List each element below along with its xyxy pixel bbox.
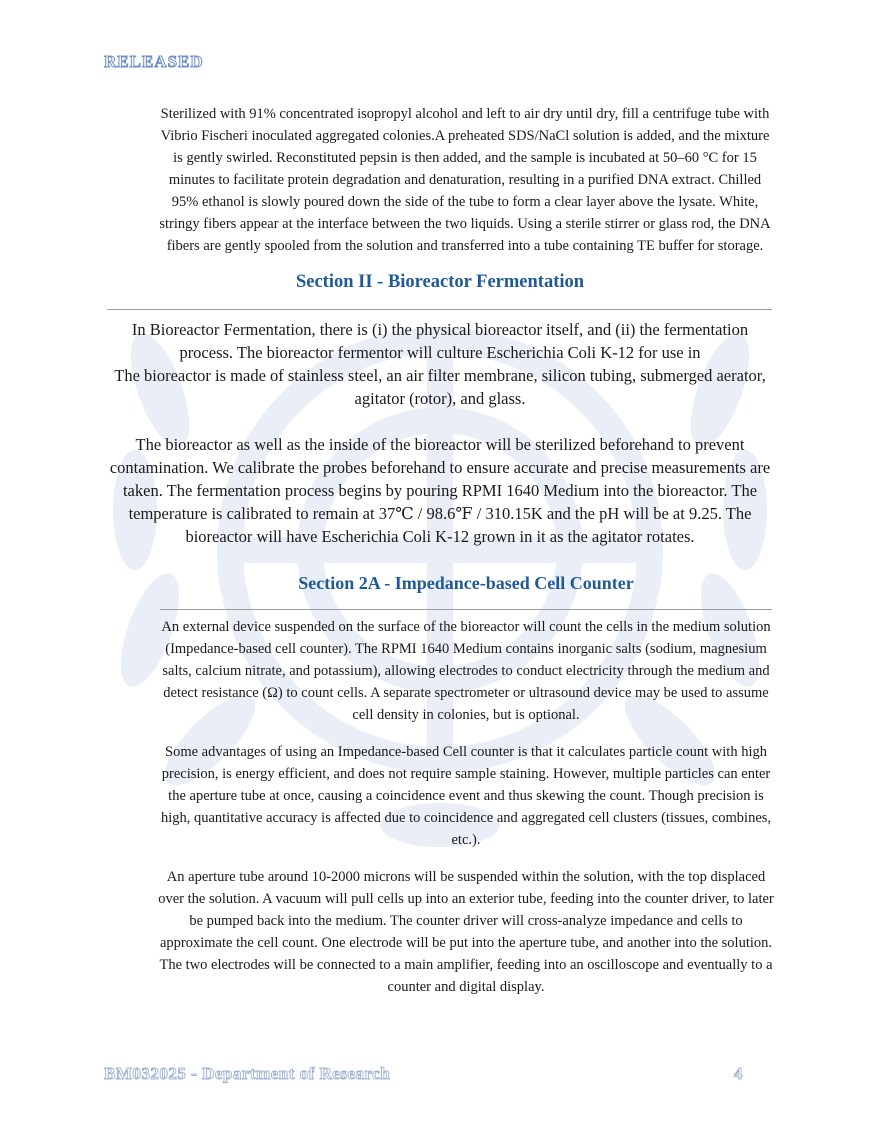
section-ii-paragraph-1a: In Bioreactor Fermentation, there is (i) the physical bioreactor itself, and (ii) the fermentation process. The bioreactor fermentor will culture Escherichia Coli K-12 for use in bbox=[131, 320, 749, 362]
section-ii-paragraph-1b: The bioreactor is made of stainless steel, an air filter membrane, silicon tubing, submerged aerator, agitator (rotor), and glass. bbox=[114, 366, 766, 408]
section-2a-divider bbox=[160, 609, 772, 610]
section-ii-paragraph-2: The bioreactor as well as the inside of the bioreactor will be sterilized beforehand to prevent contamination. We calibrate the probes beforehand to ensure accurate and precise measurements are taken. The fermentation process begins by pouring RPMI 1640 Medium into the bioreactor. The temperature is calibrated to remain at 37℃ / 98.6℉ / 310.15K and the pH will be at 9.25. The bioreactor will have Escherichia Coli K-12 grown in it as the agitator rotates. bbox=[109, 435, 771, 546]
intro-paragraph: Sterilized with 91% concentrated isopropyl alcohol and left to air dry until dry, fill a centrifuge tube with Vibrio Fischeri inoculated aggregated colonies.A preheated SDS/NaCl solution is added, and the mixture is gently swirled. Reconstituted pepsin is then added, and the sample is incubated at 50–60 °C for 15 minutes to facilitate protein degradation and denaturation, resulting in a purified DNA extract. Chilled 95% ethanol is slowly poured down the side of the tube to form a clear layer above the lysate. White, stringy fibers appear at the interface between the two liquids. Using a sterile stirrer or glass rod, the DNA fibers are gently spooled from the solution and transferred into a tube containing TE buffer for storage. bbox=[159, 106, 771, 254]
section-ii-divider bbox=[107, 309, 772, 310]
section-2a-paragraph-2: Some advantages of using an Impedance-based Cell counter is that it calculates particle count with high precision, is energy efficient, and does not require sample staining. However, multiple particles can enter the aperture tube at once, causing a coincidence event and thus skewing the count. Though precision is high, quantitative accuracy is affected due to coincidence and aggregated cell clusters (tissues, combines, etc.). bbox=[160, 744, 772, 848]
footer-page-number: 4 bbox=[734, 1064, 743, 1083]
document-status-label: RELEASED bbox=[104, 52, 204, 71]
section-2a-heading: Section 2A - Impedance-based Cell Counter bbox=[298, 573, 634, 593]
section-ii-heading: Section II - Bioreactor Fermentation bbox=[295, 272, 585, 292]
section-2a-paragraph-1: An external device suspended on the surface of the bioreactor will count the cells in the medium solution (Impedance-based cell counter). The RPMI 1640 Medium contains inorganic salts (sodium, magnesium salts, calcium nitrate, and potassium), allowing electrodes to conduct electricity through the medium and detect resistance (Ω) to count cells. A separate spectrometer or ultrasound device may be used to assume cell density in colonies, but is optional. bbox=[161, 619, 771, 723]
footer-document-id: BM032025 - Department of Research bbox=[104, 1064, 391, 1083]
section-2a-paragraph-3: An aperture tube around 10-2000 microns will be suspended within the solution, with the top displaced over the solution. A vacuum will pull cells up into an exterior tube, feeding into the counter driver, to later be pumped back into the medium. The counter driver will cross-analyze impedance and cells to approximate the cell count. One electrode will be put into the aperture tube, and another into the solution. The two electrodes will be connected to a main amplifier, feeding into an oscilloscope and eventually to a counter and digital display. bbox=[158, 869, 774, 995]
